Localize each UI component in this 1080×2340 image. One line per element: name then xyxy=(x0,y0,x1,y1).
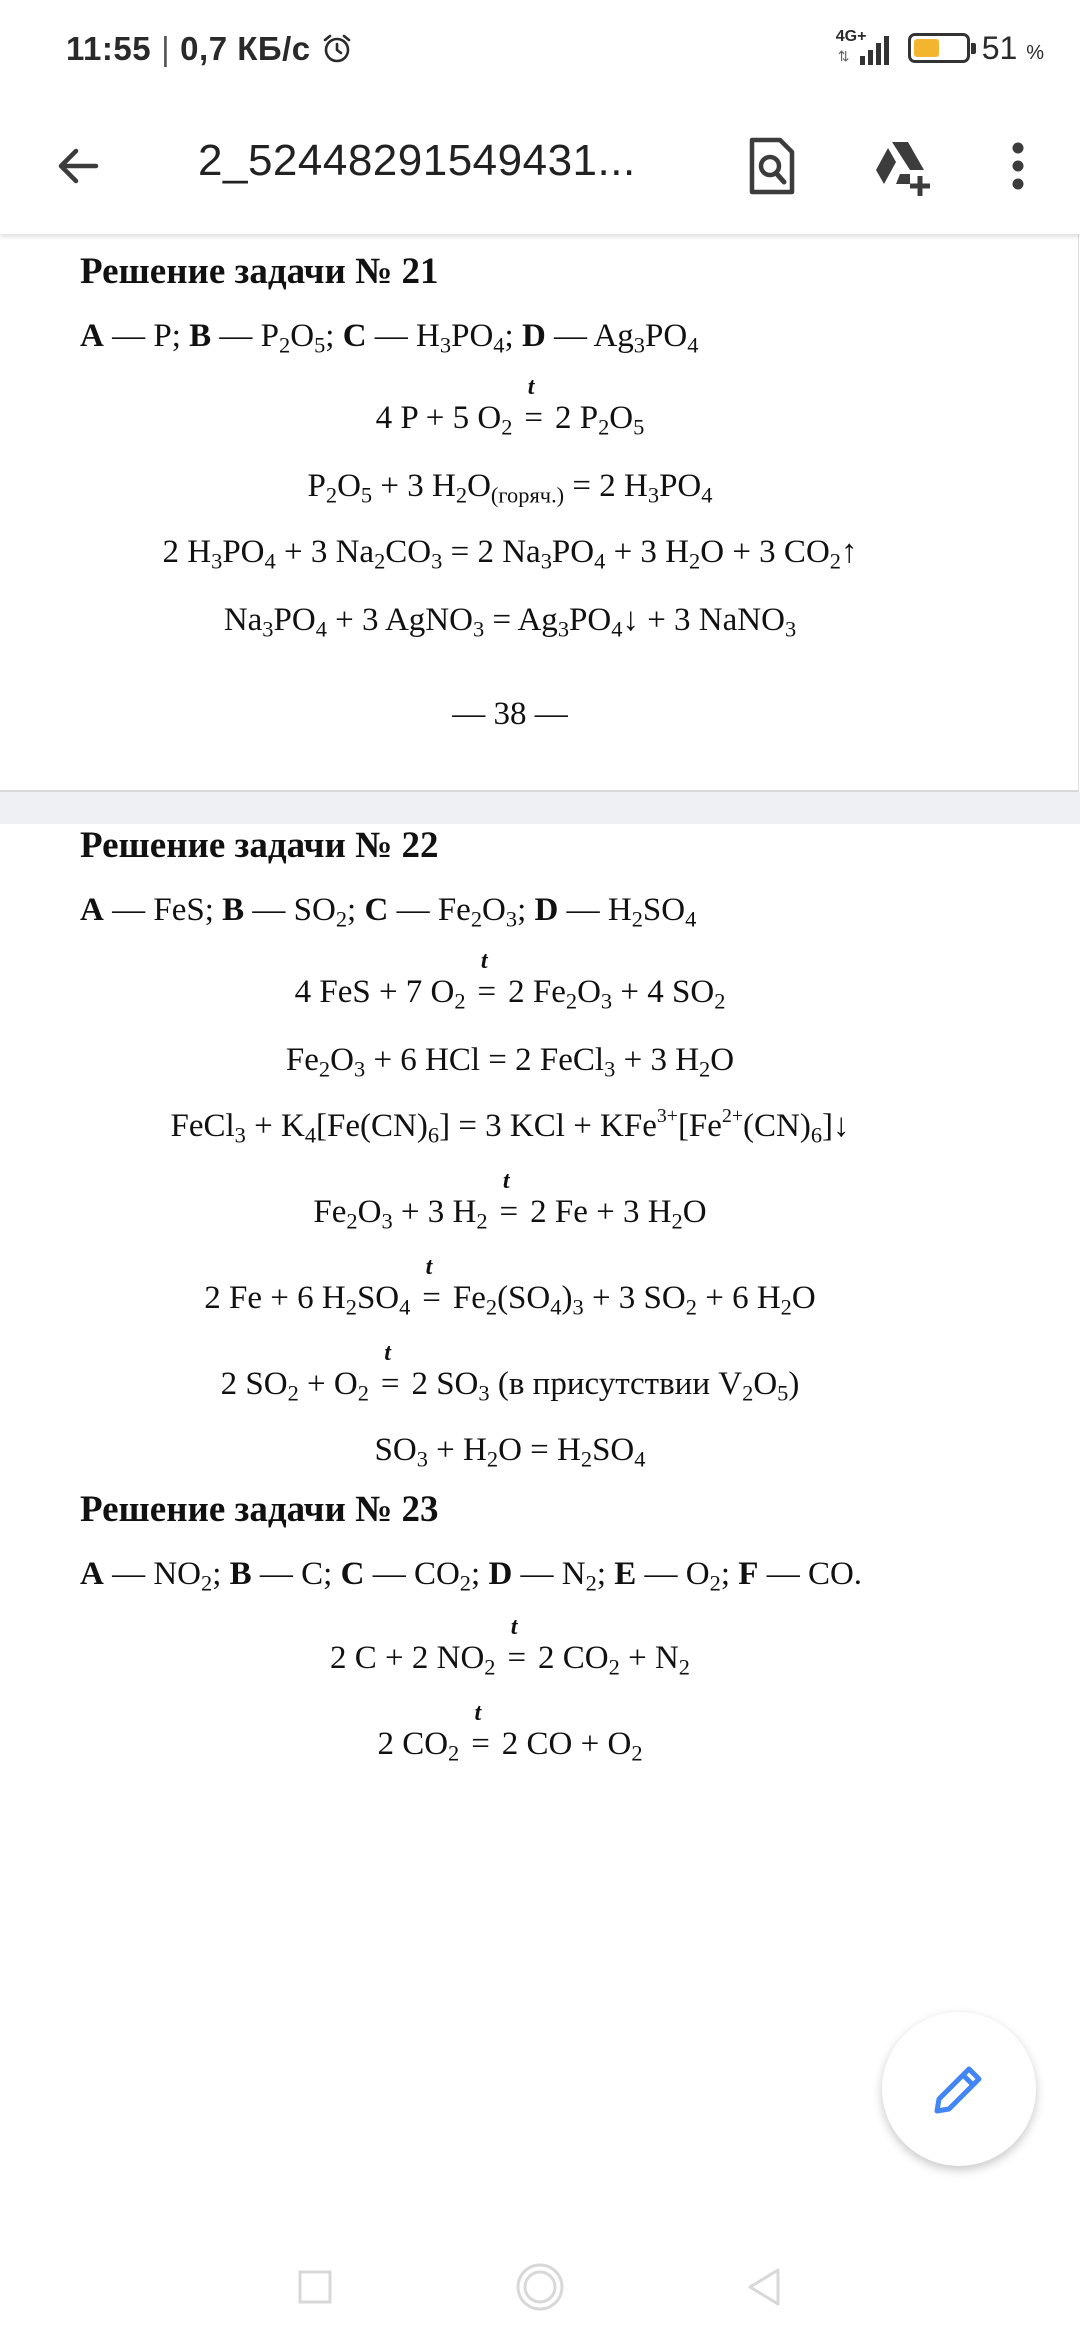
alarm-icon xyxy=(321,33,353,65)
find-in-document-icon[interactable] xyxy=(740,134,804,198)
document-title: 2_52448291549431... xyxy=(198,136,636,185)
home-icon[interactable] xyxy=(513,2260,567,2314)
equation: 2 $H_3PO_4 + 3$ $Na_2CO_3 = 2$ $Na_3PO_4 + 3$ $H_2O + 3$ $CO_2↑$ xyxy=(162,534,858,574)
equation: 2 $SO_2 + O_2$ t = 2 $SO_3$ (в присутствии $V_2O_5$) xyxy=(0,1366,1020,1403)
answer-line: A — FeS; B — $SO_2$; C — $Fe_2O_3$; D — $H_2SO_4$ xyxy=(80,892,697,932)
page-number: — 38 — xyxy=(452,696,568,732)
status-speed: 0,7 КБ/с xyxy=(180,30,311,67)
equation: 2 C + 2 $NO_2$ t = 2 $CO_2 + N_2$ xyxy=(0,1640,1020,1677)
equation: $Fe_2O_3 + 3$ $H_2$ t = 2 Fe + 3 $H_2O$ xyxy=(0,1194,1020,1231)
problem-heading: Решение задачи № 23 xyxy=(80,1489,439,1530)
answer-line: A — $NO_2$; B — C; C — $CO_2$; D — $N_2$; E — $O_2$; F — CO. xyxy=(80,1556,863,1596)
signal-icon: 4G+ ⇅ xyxy=(836,28,896,68)
edit-button[interactable] xyxy=(882,2012,1036,2166)
app-bar xyxy=(0,100,1080,234)
equation: 2 Fe + 6 $H_2SO_4$ $t = Fe_2(SO_4)_3 + 3$ $SO_2 + 6$ $H_2O$ xyxy=(0,1280,1020,1317)
equation: $Fe_2O_3 + 6$ HCl = 2 FeCl$_3$ + 3 $H_2O$ xyxy=(285,1042,735,1082)
network-type: 4G+ xyxy=(835,28,867,45)
battery-percent: 51 % xyxy=(981,29,1044,66)
document-page xyxy=(0,824,1080,2224)
document-page xyxy=(0,234,1079,792)
equation: 4 FeS + 7 $O_2$ t = 2 $Fe_2O_3 + 4$ $SO_2$ xyxy=(0,974,1020,1011)
status-right xyxy=(836,28,1044,68)
equation: 2 $CO_2$ t = 2 CO + $O_2$ xyxy=(0,1726,1020,1763)
nav-back-icon[interactable] xyxy=(738,2260,792,2314)
answer-line: A — P; B — $P_2O_5$; C — $H_3PO_4$; D — $Ag_3PO_4$ xyxy=(80,318,699,358)
equation: FeCl$_3$ + $K_4[Fe(CN)_6] = 3$ KCl + $KFe^{3+}[Fe^{2+}(CN)_6]↓$ xyxy=(170,1105,850,1148)
status-separator: | xyxy=(161,30,171,67)
system-nav-bar xyxy=(0,2234,1080,2340)
status-time: 11:55 xyxy=(66,30,152,67)
recent-apps-icon[interactable] xyxy=(288,2260,342,2314)
problem-heading: Решение задачи № 21 xyxy=(80,251,439,292)
problem-heading: Решение задачи № 22 xyxy=(80,825,439,866)
status-bar xyxy=(0,0,1080,100)
more-vert-icon[interactable] xyxy=(990,134,1046,198)
equation: $Na_3PO_4 + 3$ AgNO$_3$ = $Ag_3PO_4↓ + 3$ NaNO$_3$ xyxy=(223,602,797,642)
status-left xyxy=(66,30,353,68)
battery-icon xyxy=(908,33,970,63)
equation: $SO_3 + H_2O = H_2SO_4$ xyxy=(374,1432,646,1472)
equation: $P_2O_5 + 3$ $H_2O_{(горяч.)} = 2$ $H_3PO_4$ xyxy=(307,468,713,508)
pencil-icon xyxy=(929,2059,989,2119)
equation: 4 P + 5 $O_2$ t = 2 $P_2O_5$ xyxy=(0,400,1020,437)
add-to-drive-icon[interactable] xyxy=(870,134,934,198)
arrow-back-icon[interactable] xyxy=(50,138,106,194)
battery-fill xyxy=(914,39,940,57)
document-viewer[interactable] xyxy=(0,234,1080,2234)
